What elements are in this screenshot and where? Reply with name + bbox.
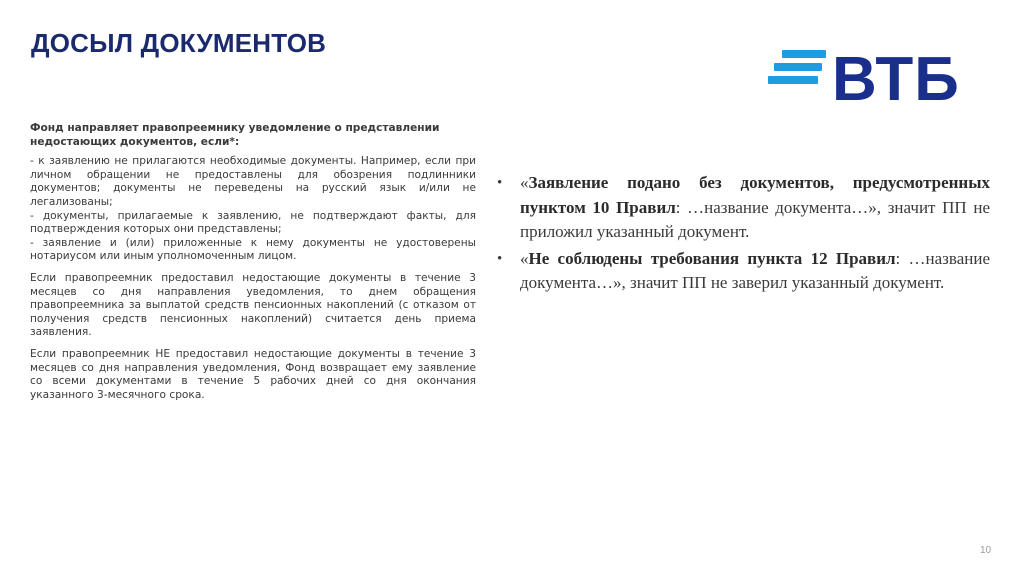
reason-bold: Не соблюдены требования пункта 12 Правил xyxy=(528,248,896,268)
page-number: 10 xyxy=(980,545,992,556)
logo-text: ВТБ xyxy=(832,45,960,114)
reason-bold: Заявление подано без документов, предусмотренных пунктом 10 Правил xyxy=(520,173,990,217)
bullet-marker: • xyxy=(497,250,503,267)
scan-paragraph: Если правопреемник НЕ предоставил недостающие документы в течение 3 месяцев со дня направления уведомления, Фонд возвращает ему заявление со всеми документами в течение 5 рабочих дней со дня окончания указанного 3-месячного срока. xyxy=(30,347,476,401)
page-title: ДОСЫЛ ДОКУМЕНТОВ xyxy=(31,28,327,58)
logo-stripe-top xyxy=(782,50,826,58)
scan-intro: Фонд направляет правопреемнику уведомление о представлении недостающих документов, если*: xyxy=(30,122,440,148)
reason-item xyxy=(495,171,990,245)
reason-list xyxy=(495,171,990,298)
reason-item xyxy=(495,247,990,296)
reason-rest: : …название документа…», значит ПП не заверил указанный документ. xyxy=(520,248,990,292)
open-quote: « xyxy=(520,248,529,268)
scan-condition: - к заявлению не прилагаются необходимые документы. Например, если при личном обращении не предоставлены для обозрения подлинники документов; документы не переведены на русский язык и/или не легализованы; xyxy=(30,155,476,208)
scan-paragraph: Если правопреемник предоставил недостающие документы в течение 3 месяцев со дня направления уведомления, то днем обращения правопреемника за выплатой средств пенсионных накоплений (с отказом от получения средств пенсионных накоплений) считается день приема заявления. xyxy=(30,271,476,339)
scan-condition: - заявление и (или) приложенные к нему документы не удостоверены нотариусом или иным уполномоченным лицом. xyxy=(30,236,476,263)
vtb-logo xyxy=(768,46,958,116)
open-quote: « xyxy=(520,173,529,192)
bullet-marker: • xyxy=(497,175,503,191)
scan-condition: - документы, прилагаемые к заявлению, не подтверждают факты, для подтверждения которых они представлены; xyxy=(30,209,476,236)
scanned-document-excerpt xyxy=(30,116,476,454)
reason-rest: : …название документа…», значит ПП не приложил указанный документ. xyxy=(520,197,990,241)
logo-stripe-middle xyxy=(774,63,822,71)
logo-stripe-bottom xyxy=(768,76,818,84)
